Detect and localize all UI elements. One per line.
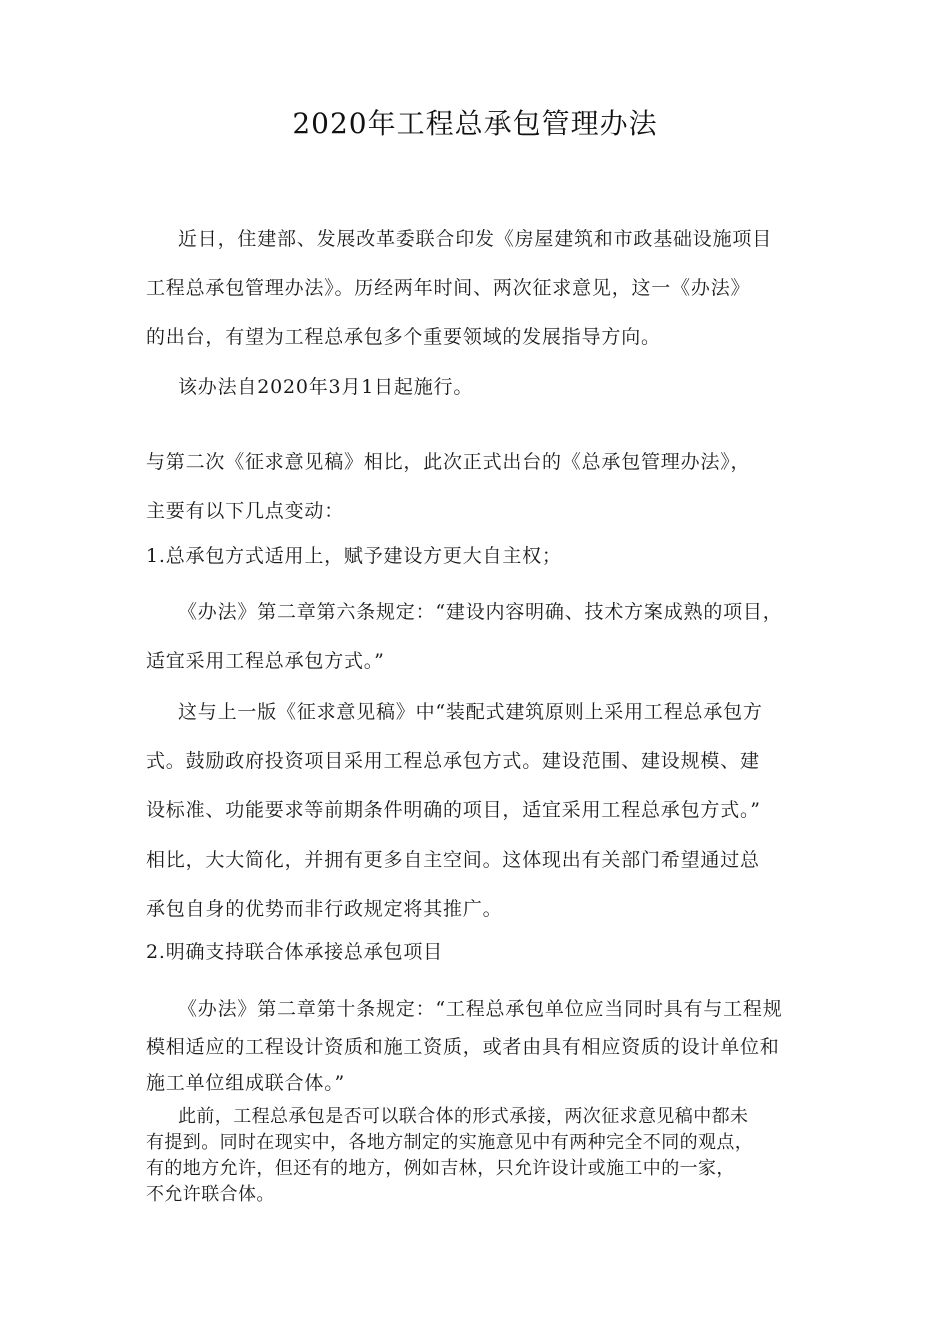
paragraph-line: 《办法》第二章第六条规定：“建设内容明确、技术方案成熟的项目， bbox=[178, 601, 783, 623]
paragraph-line: 不允许联合体。 bbox=[146, 1184, 275, 1205]
paragraph-line: 式。鼓励政府投资项目采用工程总承包方式。建设范围、建设规模、建 bbox=[146, 750, 760, 772]
paragraph-line: 设标准、功能要求等前期条件明确的项目，适宜采用工程总承包方式。” bbox=[146, 799, 761, 821]
paragraph-line: 主要有以下几点变动： bbox=[146, 500, 345, 522]
paragraph-line: 有提到。同时在现实中，各地方制定的实施意见中有两种完全不同的观点， bbox=[146, 1132, 754, 1153]
section-heading: 1.总承包方式适用上，赋予建设方更大自主权； bbox=[146, 545, 562, 567]
paragraph-line: 施工单位组成联合体。” bbox=[146, 1072, 346, 1094]
paragraph-line: 这与上一版《征求意见稿》中“装配式建筑原则上采用工程总承包方 bbox=[178, 701, 763, 723]
paragraph-line: 的出台，有望为工程总承包多个重要领域的发展指导方向。 bbox=[146, 326, 661, 348]
paragraph-line: 有的地方允许，但还有的地方，例如吉林，只允许设计或施工中的一家， bbox=[146, 1158, 735, 1179]
paragraph-line: 近日，住建部、发展改革委联合印发《房屋建筑和市政基础设施项目 bbox=[178, 228, 773, 250]
paragraph-line: 相比，大大简化，并拥有更多自主空间。这体现出有关部门希望通过总 bbox=[146, 849, 760, 871]
paragraph-line: 适宜采用工程总承包方式。” bbox=[146, 650, 385, 672]
paragraph-line: 与第二次《征求意见稿》相比，此次正式出台的《总承包管理办法》， bbox=[146, 451, 751, 473]
paragraph-line: 工程总承包管理办法》。历经两年时间、两次征求意见，这一《办法》 bbox=[146, 277, 751, 299]
paragraph-line: 此前，工程总承包是否可以联合体的形式承接，两次征求意见稿中都未 bbox=[178, 1106, 749, 1127]
document-title: 2020年工程总承包管理办法 bbox=[292, 107, 658, 140]
paragraph-line: 模相适应的工程设计资质和施工资质，或者由具有相应资质的设计单位和 bbox=[146, 1036, 780, 1058]
section-heading: 2.明确支持联合体承接总承包项目 bbox=[146, 941, 443, 963]
paragraph-line: 该办法自2020年3月1日起施行。 bbox=[178, 376, 474, 398]
paragraph-line: 《办法》第二章第十条规定：“工程总承包单位应当同时具有与工程规 bbox=[178, 998, 783, 1020]
paragraph-line: 承包自身的优势而非行政规定将其推广。 bbox=[146, 898, 503, 920]
